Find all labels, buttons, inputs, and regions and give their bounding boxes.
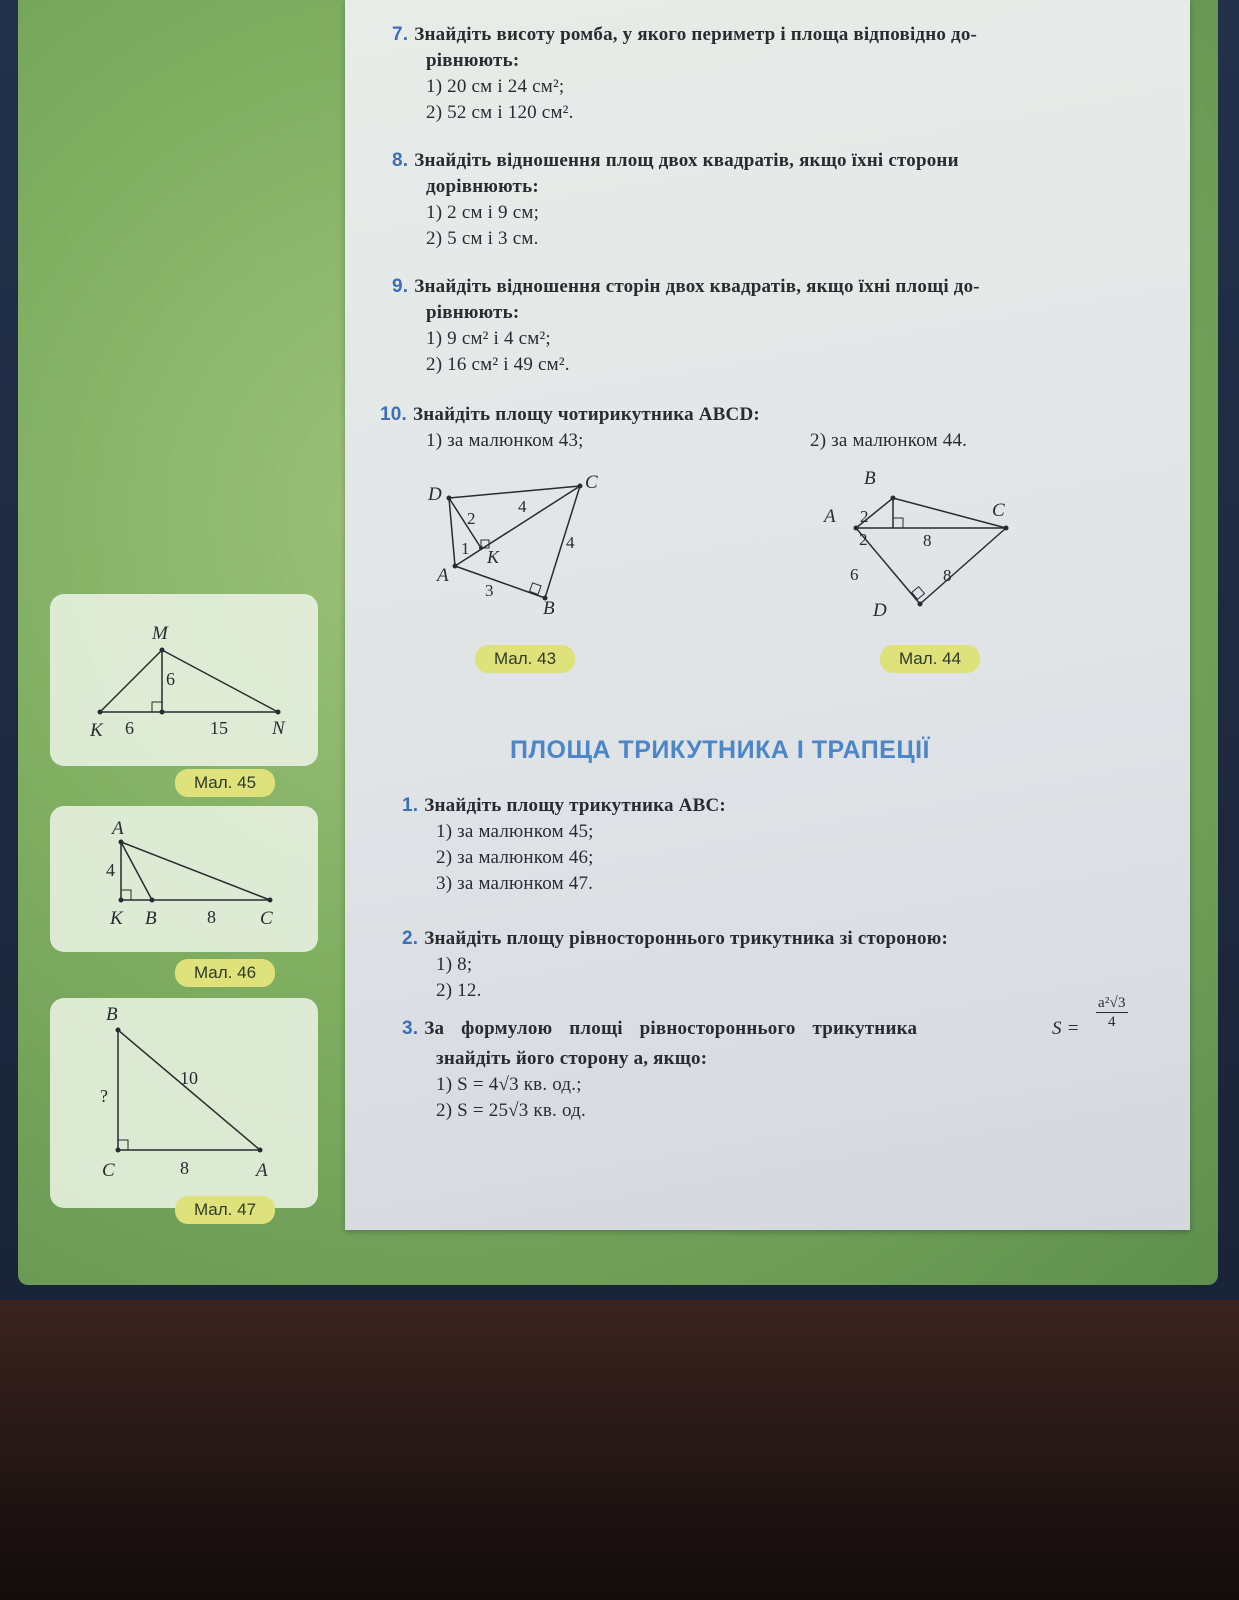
fig43-label-a: A — [437, 565, 449, 586]
task-7 — [392, 22, 1172, 126]
task-text-cont: рівнюють: — [426, 302, 520, 323]
section-title: ПЛОЩА ТРИКУТНИКА І ТРАПЕЦІЇ — [510, 736, 930, 764]
formula-fraction — [1096, 994, 1128, 1031]
caption-fig45: Мал. 45 — [175, 769, 275, 797]
task-option: 1) S = 4√3 кв. од.; — [436, 1074, 582, 1095]
task-number: 10. — [380, 404, 408, 425]
task-option: 1) за малюнком 45; — [436, 821, 594, 842]
task-option: 1) за малюнком 43; — [426, 430, 584, 451]
task-text: За формулою площі рівностороннього трикутника — [424, 1018, 918, 1039]
figure-card-46 — [50, 806, 318, 952]
fig45-height: 6 — [166, 669, 175, 689]
fig47-label-c: C — [102, 1160, 115, 1181]
figure-46 — [50, 806, 318, 952]
fig43-kc: 4 — [518, 497, 527, 516]
task-text-cont: знайдіть його сторону a, якщо: — [436, 1048, 708, 1069]
fig46-label-b: B — [145, 908, 157, 929]
fig43-label-b: B — [543, 598, 555, 619]
task-text: Знайдіть площу трикутника ABC: — [424, 795, 726, 816]
fig46-label-a: A — [112, 818, 124, 839]
task-text: Знайдіть відношення площ двох квадратів, якщо їхні сторони — [414, 150, 959, 171]
formula-numerator: a²√3 — [1098, 995, 1126, 1011]
fig44-left-segment: 2 — [859, 530, 868, 549]
task-option: 1) 9 см² і 4 см²; — [426, 328, 551, 349]
fig45-left-segment: 6 — [125, 718, 134, 738]
fig43-label-c: C — [585, 472, 598, 493]
fig46-label-k: K — [110, 908, 123, 929]
task-9 — [392, 274, 1172, 378]
task-10 — [380, 402, 1170, 454]
task-text-cont: дорівнюють: — [426, 176, 539, 197]
caption-fig47: Мал. 47 — [175, 1196, 275, 1224]
fig43-cb: 4 — [566, 533, 575, 552]
task-text: Знайдіть площу чотирикутника ABCD: — [413, 404, 760, 425]
task-text: Знайдіть висоту ромба, у якого периметр і площа відповідно до- — [414, 24, 978, 45]
fig45-label-n: N — [272, 718, 285, 739]
task-1 — [402, 793, 1162, 897]
task-option: 2) 12. — [436, 980, 482, 1001]
task-number: 7. — [392, 24, 409, 45]
task-option: 1) 8; — [436, 954, 473, 975]
task-option: 2) S = 25√3 кв. од. — [436, 1100, 586, 1121]
fig45-label-k: K — [90, 720, 103, 741]
task-8 — [392, 148, 1172, 252]
formula-lhs: S = — [1052, 1018, 1080, 1039]
fig46-base: 8 — [207, 907, 216, 927]
fig43-dk: 2 — [467, 509, 476, 528]
task-option: 2) за малюнком 44. — [810, 430, 968, 451]
task-number: 9. — [392, 276, 409, 297]
task-option: 2) за малюнком 46; — [436, 847, 594, 868]
fig47-label-b: B — [106, 1004, 118, 1025]
task-number: 1. — [402, 795, 419, 816]
task-number: 2. — [402, 928, 419, 949]
fig44-dc: 8 — [943, 566, 952, 585]
fig47-base: 8 — [180, 1158, 189, 1178]
fig44-label-b: B — [864, 468, 876, 489]
task-2 — [402, 926, 1162, 1004]
fig43-label-k: K — [487, 547, 500, 567]
caption-fig43: Мал. 43 — [475, 645, 575, 673]
figure-card-47 — [50, 998, 318, 1208]
fig44-ad: 6 — [850, 565, 859, 584]
fig44-label-d: D — [873, 600, 887, 621]
task-option: 2) 16 см² і 49 см². — [426, 354, 570, 375]
fig47-hypotenuse: 10 — [180, 1068, 198, 1088]
figure-45 — [50, 594, 318, 766]
fig43-ak: 1 — [461, 539, 470, 558]
figure-44 — [824, 468, 1038, 630]
desk-surface — [0, 1300, 1239, 1600]
task-number: 8. — [392, 150, 409, 171]
formula-denominator: 4 — [1107, 1014, 1116, 1030]
fig45-right-segment: 15 — [210, 718, 228, 738]
fig46-label-c: C — [260, 908, 273, 929]
fig44-label-c: C — [992, 500, 1005, 521]
task-option: 2) 5 см і 3 см. — [426, 228, 539, 249]
fig43-ab: 3 — [485, 581, 494, 600]
fig44-right-segment: 8 — [923, 531, 932, 550]
fig47-label-a: A — [256, 1160, 268, 1181]
fig47-unknown-leg: ? — [100, 1086, 108, 1106]
fig44-label-a: A — [824, 506, 836, 527]
figure-card-45 — [50, 594, 318, 766]
task-text-cont: рівнюють: — [426, 50, 520, 71]
figure-43 — [425, 468, 625, 618]
fig44-top-height: 2 — [860, 507, 869, 526]
task-option: 2) 52 см і 120 см². — [426, 102, 574, 123]
task-number: 3. — [402, 1018, 419, 1039]
task-option: 3) за малюнком 47. — [436, 873, 594, 894]
figure-47 — [50, 998, 318, 1208]
task-text: Знайдіть площу рівностороннього трикутника зі стороною: — [424, 928, 949, 949]
task-option: 1) 20 см і 24 см²; — [426, 76, 565, 97]
task-option: 1) 2 см і 9 см; — [426, 202, 540, 223]
task-text: Знайдіть відношення сторін двох квадратів, якщо їхні площі до- — [414, 276, 980, 297]
caption-fig44: Мал. 44 — [880, 645, 980, 673]
fig46-height: 4 — [106, 860, 115, 880]
task-3 — [402, 995, 1177, 1124]
fig43-label-d: D — [428, 484, 442, 505]
caption-fig46: Мал. 46 — [175, 959, 275, 987]
fig45-label-m: M — [152, 623, 168, 644]
